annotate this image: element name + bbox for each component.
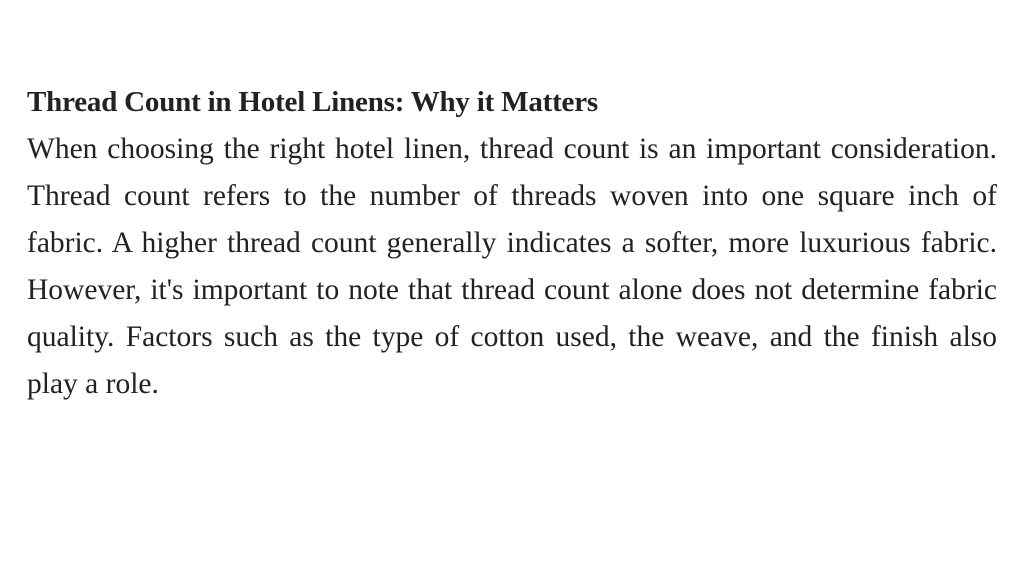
section-heading: Thread Count in Hotel Linens: Why it Matters (27, 86, 598, 118)
body-paragraph: When choosing the right hotel linen, thread count is an important consideration. Thread count refers to the number of threads woven into one square inch of fabric. A higher thread count generally indicates a softer, more luxurious fabric. However, it's important to note that thread count alone does not determine fabric quality. Factors such as the type of cotton used, the weave, and the finish also play a role. (27, 133, 997, 400)
content-block (27, 82, 997, 408)
